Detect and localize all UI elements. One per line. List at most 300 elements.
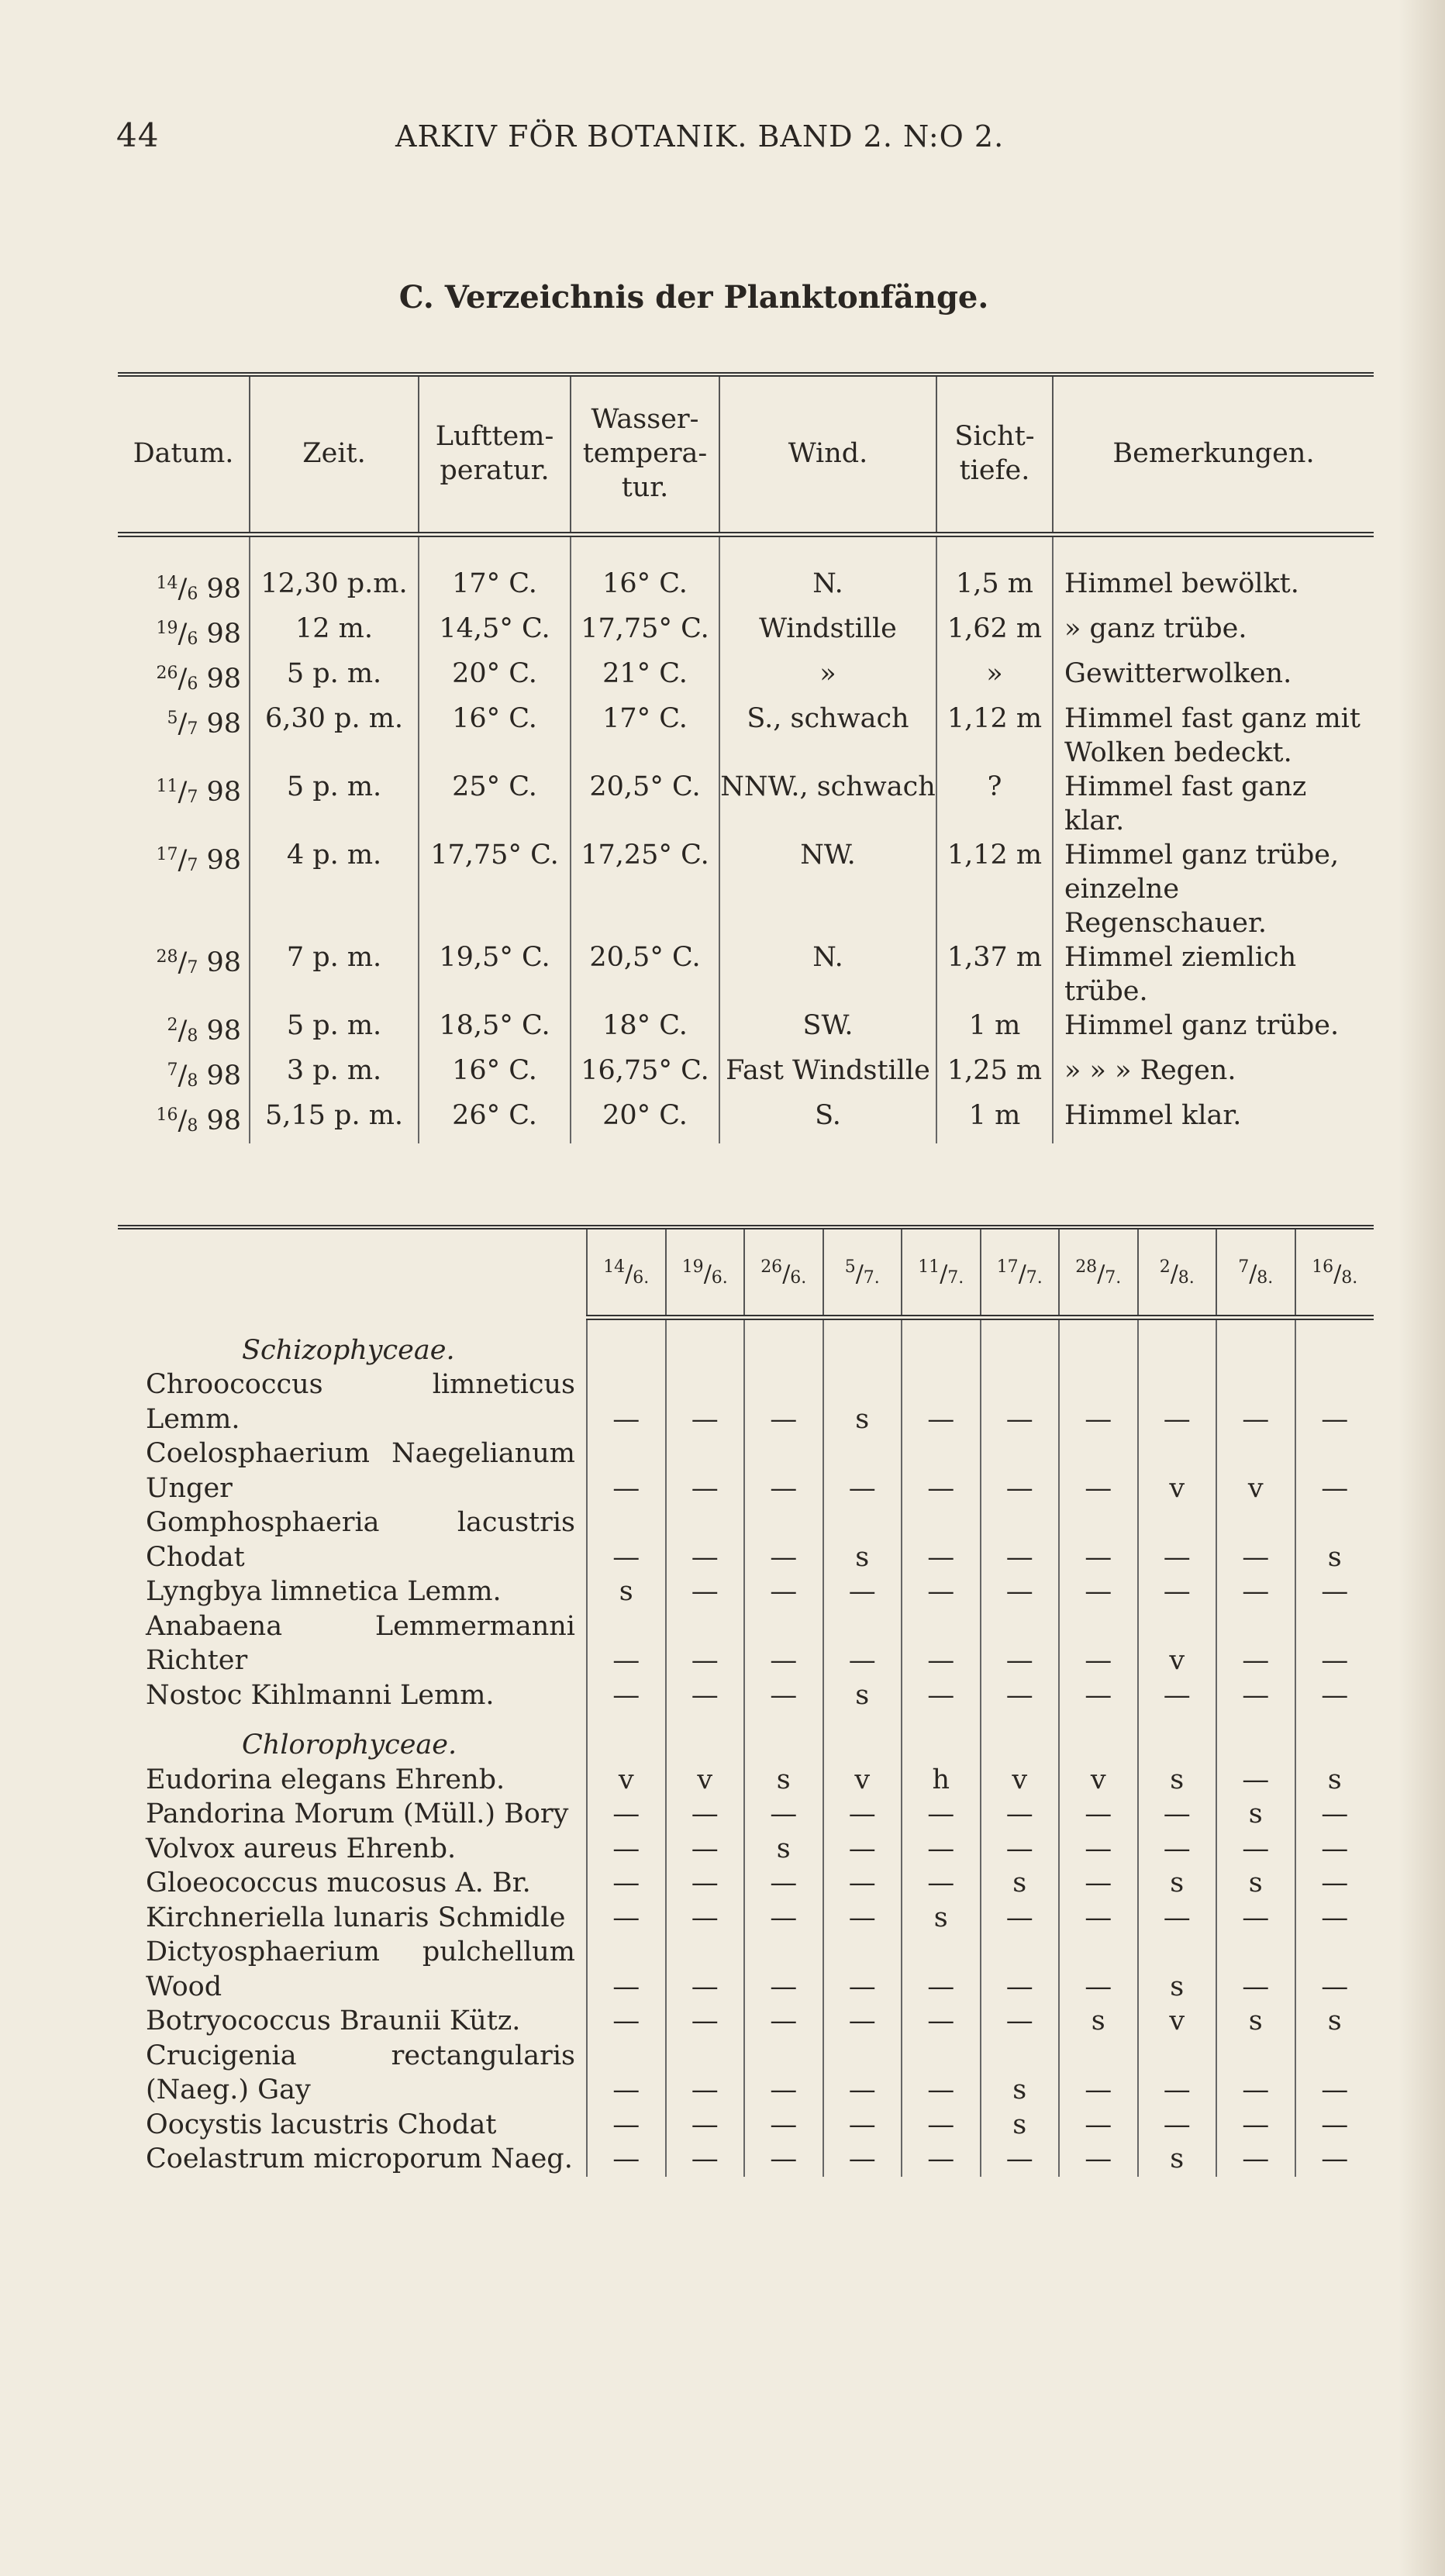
- abundance-cell: —: [1216, 1832, 1295, 1867]
- wind-cell: Fast Windstille: [719, 1054, 936, 1098]
- species-name: Lyngbya limnetica Lemm.: [146, 1576, 502, 1607]
- abundance-cell: s: [823, 1367, 902, 1436]
- species-name: Anabaena Lemmermanni Richter: [146, 1610, 575, 1676]
- abundance-cell: —: [744, 1901, 823, 1936]
- abundance-cell: —: [823, 1436, 902, 1505]
- abundance-cell: —: [981, 1367, 1060, 1436]
- abundance-cell: —: [587, 2039, 666, 2108]
- air-temp-cell: 26° C.: [419, 1098, 571, 1143]
- abundance-cell: s: [1295, 1763, 1374, 1798]
- abundance-cell: —: [1295, 1901, 1374, 1936]
- table1-row: [118, 1009, 1374, 1054]
- abundance-cell: —: [1295, 1832, 1374, 1867]
- abundance-cell: —: [823, 1797, 902, 1832]
- abundance-cell: —: [1059, 1901, 1138, 1936]
- date-cell: $^{28}/_7$ 98: [156, 947, 241, 978]
- species-name: Kirchneriella lunaris Schmidle: [146, 1902, 566, 1933]
- abundance-cell: —: [1138, 1678, 1217, 1713]
- abundance-cell: —: [1216, 1574, 1295, 1609]
- air-temp-cell: 16° C.: [419, 702, 571, 770]
- abundance-cell: —: [1295, 1866, 1374, 1901]
- date-cell: $^{26}/_6$ 98: [156, 664, 241, 695]
- empty-cell: [744, 1712, 823, 1763]
- abundance-cell: —: [744, 2108, 823, 2143]
- abundance-cell: —: [1059, 2108, 1138, 2143]
- abundance-cell: s: [1216, 1866, 1295, 1901]
- abundance-cell: s: [744, 1832, 823, 1867]
- abundance-cell: —: [587, 1367, 666, 1436]
- group-name: Schizophyceae.: [242, 1334, 455, 1366]
- species-name: Pandorina Morum (Müll.) Bory: [146, 1798, 569, 1829]
- abundance-cell: —: [587, 2108, 666, 2143]
- abundance-cell: —: [823, 1866, 902, 1901]
- species-row: [118, 1901, 1374, 1936]
- col-month: 7.: [1105, 1267, 1122, 1288]
- wind-cell: S., schwach: [719, 702, 936, 770]
- col-month: 6.: [790, 1267, 807, 1288]
- abundance-cell: —: [902, 2108, 981, 2143]
- date-cell: $^7/_8$ 98: [167, 1060, 241, 1091]
- abundance-cell: —: [823, 1832, 902, 1867]
- abundance-cell: —: [981, 2004, 1060, 2039]
- abundance-cell: —: [744, 1505, 823, 1574]
- abundance-cell: —: [666, 1505, 745, 1574]
- table1-header-row: [118, 374, 1374, 535]
- abundance-cell: —: [981, 1678, 1060, 1713]
- abundance-cell: —: [902, 1678, 981, 1713]
- depth-cell: 1,12 m: [936, 838, 1053, 940]
- abundance-cell: —: [587, 1866, 666, 1901]
- species-row: [118, 2039, 1374, 2108]
- date-month: 7: [187, 856, 198, 875]
- col-day: 28: [1075, 1257, 1098, 1277]
- table1-row: [118, 838, 1374, 940]
- time-cell: 5 p. m.: [250, 770, 419, 838]
- table1-body: [118, 535, 1374, 1144]
- abundance-cell: —: [902, 1367, 981, 1436]
- species-name: Chroococcus limneticus Lemm.: [146, 1369, 575, 1435]
- abundance-cell: s: [1059, 2004, 1138, 2039]
- abundance-cell: v: [1138, 1436, 1217, 1505]
- remarks-cell: Himmel klar.: [1053, 1098, 1374, 1143]
- col-month: 7.: [1026, 1267, 1043, 1288]
- date-month: 6: [187, 585, 198, 604]
- time-cell: 3 p. m.: [250, 1054, 419, 1098]
- water-temp-cell: 21° C.: [571, 657, 719, 702]
- date-cell: $^{14}/_6$ 98: [156, 574, 241, 605]
- abundance-cell: —: [823, 2142, 902, 2177]
- table1-row: [118, 940, 1374, 1009]
- date-column-header: $^2/_{8.}$: [1138, 1227, 1217, 1318]
- abundance-cell: —: [981, 1609, 1060, 1678]
- date-month: 6: [187, 674, 198, 694]
- date-column-header: $^{19}/_{6.}$: [666, 1227, 745, 1318]
- abundance-cell: s: [1138, 2142, 1217, 2177]
- time-cell: 5,15 p. m.: [250, 1098, 419, 1143]
- empty-cell: [981, 1712, 1060, 1763]
- col-month: 8.: [1341, 1267, 1358, 1288]
- abundance-cell: —: [823, 1574, 902, 1609]
- abundance-cell: v: [666, 1763, 745, 1798]
- abundance-cell: v: [1216, 1436, 1295, 1505]
- abundance-cell: v: [823, 1763, 902, 1798]
- table1-header-cell: Zeit.: [250, 374, 419, 535]
- date-year: 98: [206, 947, 241, 978]
- date-day: 11: [156, 777, 178, 796]
- remarks-cell: Himmel bewölkt.: [1053, 535, 1374, 612]
- abundance-cell: —: [587, 2004, 666, 2039]
- abundance-cell: —: [666, 1367, 745, 1436]
- table1-row: [118, 770, 1374, 838]
- air-temp-cell: 17° C.: [419, 535, 571, 612]
- abundance-cell: —: [666, 1832, 745, 1867]
- abundance-cell: s: [823, 1505, 902, 1574]
- abundance-cell: —: [587, 1832, 666, 1867]
- air-temp-cell: 17,75° C.: [419, 838, 571, 940]
- species-row: [118, 1505, 1374, 1574]
- air-temp-cell: 20° C.: [419, 657, 571, 702]
- species-occurrence-table: [118, 1225, 1374, 2177]
- abundance-cell: —: [1216, 2039, 1295, 2108]
- abundance-cell: —: [1216, 1367, 1295, 1436]
- date-year: 98: [206, 709, 241, 740]
- abundance-cell: s: [1295, 2004, 1374, 2039]
- abundance-cell: —: [666, 1901, 745, 1936]
- remarks-cell: Himmel ziemlich trübe.: [1053, 940, 1374, 1009]
- abundance-cell: —: [902, 1609, 981, 1678]
- species-row: [118, 1609, 1374, 1678]
- col-day: 5: [844, 1257, 856, 1277]
- species-row: [118, 1832, 1374, 1867]
- abundance-cell: —: [744, 1367, 823, 1436]
- abundance-cell: —: [1138, 1901, 1217, 1936]
- abundance-cell: —: [1216, 1505, 1295, 1574]
- water-temp-cell: 17,75° C.: [571, 612, 719, 657]
- date-cell: $^{19}/_6$ 98: [156, 619, 241, 650]
- table1-row: [118, 1054, 1374, 1098]
- abundance-cell: s: [587, 1574, 666, 1609]
- abundance-cell: —: [1059, 1832, 1138, 1867]
- species-row: [118, 1436, 1374, 1505]
- date-day: 19: [156, 619, 178, 638]
- species-name: Eudorina elegans Ehrenb.: [146, 1764, 505, 1795]
- empty-cell: [823, 1318, 902, 1368]
- species-name: Gomphosphaeria lacustris Chodat: [146, 1507, 575, 1573]
- table1-row: [118, 612, 1374, 657]
- abundance-cell: —: [1138, 1367, 1217, 1436]
- date-column-header: $^{16}/_{8.}$: [1295, 1227, 1374, 1318]
- abundance-cell: —: [823, 2039, 902, 2108]
- abundance-cell: —: [1138, 1832, 1217, 1867]
- empty-cell: [587, 1318, 666, 1368]
- empty-cell: [1138, 1712, 1217, 1763]
- depth-cell: 1,37 m: [936, 940, 1053, 1009]
- abundance-cell: —: [744, 1797, 823, 1832]
- air-temp-cell: 14,5° C.: [419, 612, 571, 657]
- date-column-header: $^{17}/_{7.}$: [981, 1227, 1060, 1318]
- group-row: [118, 1318, 1374, 1368]
- abundance-cell: —: [1216, 1763, 1295, 1798]
- date-year: 98: [206, 777, 241, 808]
- abundance-cell: —: [1059, 1436, 1138, 1505]
- depth-cell: 1,12 m: [936, 702, 1053, 770]
- abundance-cell: s: [902, 1901, 981, 1936]
- abundance-cell: —: [666, 2004, 745, 2039]
- abundance-cell: —: [1295, 1678, 1374, 1713]
- abundance-cell: —: [902, 1866, 981, 1901]
- species-name: Coelastrum microporum Naeg.: [146, 2143, 573, 2174]
- empty-cell: [981, 1318, 1060, 1368]
- abundance-cell: s: [1295, 1505, 1374, 1574]
- empty-cell: [666, 1712, 745, 1763]
- abundance-cell: —: [1295, 2108, 1374, 2143]
- empty-cell: [744, 1318, 823, 1368]
- time-cell: 4 p. m.: [250, 838, 419, 940]
- abundance-cell: —: [1059, 1797, 1138, 1832]
- date-year: 98: [206, 619, 241, 650]
- abundance-cell: v: [587, 1763, 666, 1798]
- species-name: Nostoc Kihlmanni Lemm.: [146, 1679, 495, 1711]
- date-cell: $^{11}/_7$ 98: [156, 777, 241, 808]
- empty-cell: [1295, 1318, 1374, 1368]
- abundance-cell: —: [744, 1935, 823, 2004]
- empty-cell: [1138, 1318, 1217, 1368]
- group-name: Chlorophyceae.: [242, 1729, 457, 1760]
- date-year: 98: [206, 845, 241, 876]
- abundance-cell: —: [744, 1678, 823, 1713]
- table1-row: [118, 702, 1374, 770]
- abundance-cell: —: [823, 2004, 902, 2039]
- abundance-cell: —: [587, 2142, 666, 2177]
- depth-cell: 1,62 m: [936, 612, 1053, 657]
- abundance-cell: —: [666, 1866, 745, 1901]
- date-column-header: $^5/_{7.}$: [823, 1227, 902, 1318]
- abundance-cell: s: [823, 1678, 902, 1713]
- abundance-cell: —: [666, 2142, 745, 2177]
- abundance-cell: —: [902, 1797, 981, 1832]
- col-month: 8.: [1257, 1267, 1274, 1288]
- abundance-cell: —: [666, 1797, 745, 1832]
- water-temp-cell: 16° C.: [571, 535, 719, 612]
- date-cell: $^5/_7$ 98: [167, 709, 241, 740]
- empty-cell: [1295, 1712, 1374, 1763]
- empty-cell: [1216, 1318, 1295, 1368]
- remarks-cell: » » » Regen.: [1053, 1054, 1374, 1098]
- species-name: Coelosphaerium Naegelianum Unger: [146, 1438, 575, 1504]
- abundance-cell: —: [587, 1935, 666, 2004]
- table1-header-cell: Lufttem- peratur.: [419, 374, 571, 535]
- abundance-cell: —: [1295, 1436, 1374, 1505]
- empty-cell: [666, 1318, 745, 1368]
- abundance-cell: —: [744, 2004, 823, 2039]
- empty-cell: [1059, 1712, 1138, 1763]
- remarks-cell: Himmel fast ganz klar.: [1053, 770, 1374, 838]
- wind-cell: SW.: [719, 1009, 936, 1054]
- table1-row: [118, 1098, 1374, 1143]
- abundance-cell: —: [823, 2108, 902, 2143]
- abundance-cell: —: [1295, 1935, 1374, 2004]
- abundance-cell: v: [981, 1763, 1060, 1798]
- abundance-cell: v: [1138, 1609, 1217, 1678]
- abundance-cell: —: [902, 2004, 981, 2039]
- running-head: [116, 116, 1124, 163]
- species-row: [118, 2004, 1374, 2039]
- time-cell: 12 m.: [250, 612, 419, 657]
- abundance-cell: s: [1138, 1935, 1217, 2004]
- table1-header-cell: Datum.: [118, 374, 250, 535]
- air-temp-cell: 25° C.: [419, 770, 571, 838]
- wind-cell: Windstille: [719, 612, 936, 657]
- date-month: 8: [187, 1026, 198, 1046]
- abundance-cell: —: [666, 1609, 745, 1678]
- abundance-cell: s: [1216, 1797, 1295, 1832]
- date-year: 98: [206, 1016, 241, 1047]
- abundance-cell: —: [1059, 2142, 1138, 2177]
- abundance-cell: —: [587, 1901, 666, 1936]
- date-month: 7: [187, 788, 198, 807]
- abundance-cell: s: [1216, 2004, 1295, 2039]
- abundance-cell: h: [902, 1763, 981, 1798]
- abundance-cell: —: [666, 2039, 745, 2108]
- abundance-cell: —: [1138, 1574, 1217, 1609]
- wind-cell: N.: [719, 940, 936, 1009]
- date-day: 16: [156, 1105, 178, 1125]
- abundance-cell: s: [744, 1763, 823, 1798]
- air-temp-cell: 19,5° C.: [419, 940, 571, 1009]
- abundance-cell: s: [1138, 1866, 1217, 1901]
- depth-cell: 1,5 m: [936, 535, 1053, 612]
- date-month: 7: [187, 958, 198, 978]
- air-temp-cell: 16° C.: [419, 1054, 571, 1098]
- species-row: [118, 1935, 1374, 2004]
- abundance-cell: —: [1138, 1505, 1217, 1574]
- abundance-cell: —: [1295, 1797, 1374, 1832]
- abundance-cell: —: [1059, 2039, 1138, 2108]
- abundance-cell: —: [1138, 2108, 1217, 2143]
- species-row: [118, 2142, 1374, 2177]
- abundance-cell: —: [981, 1901, 1060, 1936]
- abundance-cell: —: [1138, 1797, 1217, 1832]
- wind-cell: NW.: [719, 838, 936, 940]
- species-row: [118, 2108, 1374, 2143]
- table2-header-row: [118, 1227, 1374, 1318]
- abundance-cell: —: [744, 1574, 823, 1609]
- abundance-cell: —: [823, 1901, 902, 1936]
- remarks-cell: Himmel fast ganz mit Wolken bedeckt.: [1053, 702, 1374, 770]
- time-cell: 5 p. m.: [250, 1009, 419, 1054]
- abundance-cell: —: [587, 1797, 666, 1832]
- water-temp-cell: 20° C.: [571, 1098, 719, 1143]
- species-name: Gloeococcus mucosus A. Br.: [146, 1867, 531, 1898]
- species-row: [118, 1763, 1374, 1798]
- water-temp-cell: 17,25° C.: [571, 838, 719, 940]
- empty-cell: [902, 1318, 981, 1368]
- date-year: 98: [206, 574, 241, 605]
- abundance-cell: —: [1059, 1866, 1138, 1901]
- depth-cell: »: [936, 657, 1053, 702]
- species-name: Oocystis lacustris Chodat: [146, 2109, 497, 2140]
- date-month: 8: [187, 1116, 198, 1136]
- depth-cell: ?: [936, 770, 1053, 838]
- date-column-header: $^{28}/_{7.}$: [1059, 1227, 1138, 1318]
- date-column-header: $^{26}/_{6.}$: [744, 1227, 823, 1318]
- abundance-cell: —: [981, 1505, 1060, 1574]
- abundance-cell: —: [1216, 2142, 1295, 2177]
- date-day: 7: [167, 1060, 178, 1080]
- col-day: 26: [760, 1257, 783, 1277]
- col-day: 2: [1159, 1257, 1171, 1277]
- abundance-cell: —: [744, 2142, 823, 2177]
- wind-cell: N.: [719, 535, 936, 612]
- species-name: Dictyosphaerium pulchellum Wood: [146, 1936, 575, 2002]
- col-month: 7.: [863, 1267, 880, 1288]
- abundance-cell: —: [1295, 1609, 1374, 1678]
- air-temp-cell: 18,5° C.: [419, 1009, 571, 1054]
- abundance-cell: —: [744, 1436, 823, 1505]
- wind-cell: S.: [719, 1098, 936, 1143]
- date-cell: $^{16}/_8$ 98: [156, 1105, 241, 1136]
- time-cell: 6,30 p. m.: [250, 702, 419, 770]
- abundance-cell: —: [902, 1436, 981, 1505]
- page-number: 44: [116, 116, 160, 154]
- col-day: 14: [603, 1257, 626, 1277]
- abundance-cell: —: [666, 1935, 745, 2004]
- water-temp-cell: 18° C.: [571, 1009, 719, 1054]
- date-day: 26: [156, 664, 178, 683]
- date-year: 98: [206, 1105, 241, 1136]
- wind-cell: »: [719, 657, 936, 702]
- time-cell: 5 p. m.: [250, 657, 419, 702]
- abundance-cell: —: [1059, 1935, 1138, 2004]
- species-row: [118, 1574, 1374, 1609]
- abundance-cell: —: [823, 1609, 902, 1678]
- abundance-cell: —: [981, 1436, 1060, 1505]
- abundance-cell: —: [902, 1574, 981, 1609]
- abundance-cell: s: [981, 2039, 1060, 2108]
- depth-cell: 1 m: [936, 1098, 1053, 1143]
- abundance-cell: —: [1216, 1609, 1295, 1678]
- abundance-cell: —: [1295, 1574, 1374, 1609]
- abundance-cell: —: [666, 2108, 745, 2143]
- date-cell: $^2/_8$ 98: [167, 1016, 241, 1047]
- abundance-cell: —: [981, 1935, 1060, 2004]
- abundance-cell: —: [666, 1574, 745, 1609]
- abundance-cell: —: [1059, 1678, 1138, 1713]
- col-month: 7.: [947, 1267, 964, 1288]
- abundance-cell: v: [1059, 1763, 1138, 1798]
- abundance-cell: v: [1138, 2004, 1217, 2039]
- depth-cell: 1,25 m: [936, 1054, 1053, 1098]
- abundance-cell: —: [1216, 1678, 1295, 1713]
- abundance-cell: —: [1059, 1505, 1138, 1574]
- abundance-cell: —: [902, 1505, 981, 1574]
- abundance-cell: —: [902, 1935, 981, 2004]
- abundance-cell: —: [1216, 1935, 1295, 2004]
- species-row: [118, 1797, 1374, 1832]
- date-year: 98: [206, 664, 241, 695]
- table1-row: [118, 535, 1374, 612]
- abundance-cell: —: [587, 1678, 666, 1713]
- species-row: [118, 1678, 1374, 1713]
- empty-cell: [1216, 1712, 1295, 1763]
- remarks-cell: Himmel ganz trübe.: [1053, 1009, 1374, 1054]
- empty-cell: [902, 1712, 981, 1763]
- empty-cell: [823, 1712, 902, 1763]
- abundance-cell: —: [587, 1436, 666, 1505]
- empty-cell: [587, 1712, 666, 1763]
- abundance-cell: —: [981, 2142, 1060, 2177]
- abundance-cell: —: [902, 2142, 981, 2177]
